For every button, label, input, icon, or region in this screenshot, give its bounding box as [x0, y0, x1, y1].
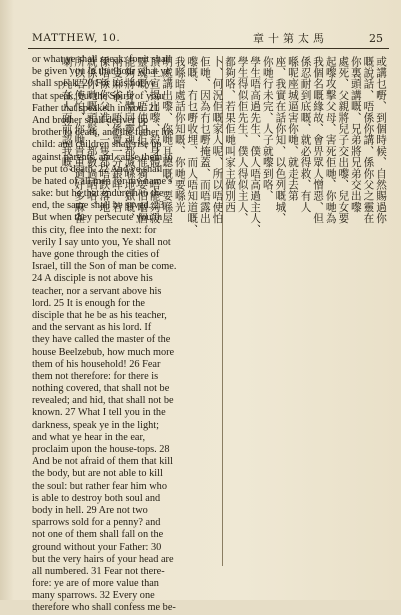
english-text-line: many sparrows. 32 Every one — [32, 590, 155, 602]
chinese-text-column-line: 喇、凡在人面前認我嘅、 — [60, 56, 73, 180]
chinese-text-column-line: 或講乜嘢、到個時候、自然賜過你 — [375, 56, 387, 224]
english-text-line: all numbered. 31 Fear not there- — [32, 565, 165, 577]
english-text-line: not one of them shall fall on the — [32, 529, 164, 541]
english-text-line: Father that speaketh in you. 21 — [32, 102, 159, 114]
chinese-text-column-line: 起嚟攻擊父母、害死佢哋、你哋為 — [324, 56, 337, 224]
chinese-text-column-line: 都夠咯、若果佢哋叫家主做別西 — [224, 56, 237, 213]
chinese-chapter-title: 章十第太馬 — [253, 32, 328, 45]
english-text-line: but the very hairs of your head are — [32, 553, 174, 565]
chinese-text-column-line: 就係你哋嘅頭髮、都數過晒咯、 — [85, 56, 98, 213]
chinese-text-column-line: 靈魂嘅、唔使怕佢、惟獨要怕嗰個 — [136, 56, 149, 224]
english-text-line: them not therefore: for there is — [32, 370, 159, 382]
english-text-line: be put to death. 22 And ye shall — [32, 163, 163, 175]
chinese-text-column-line: 卜、何況佢嘅家人呢、所以唔使怕 — [211, 56, 224, 224]
english-text-line: And be not afraid of them that kill — [32, 456, 173, 468]
page-number: 25 — [369, 32, 383, 45]
english-text-line: and what ye hear in the ear, — [32, 431, 146, 443]
chinese-text-column-line: 你哋行未完、人子就嚟到咯、 — [261, 56, 274, 202]
page-header — [28, 30, 389, 49]
english-text-line: lord. 25 It is enough for the — [32, 297, 145, 309]
english-text-line: this city, flee into the next: for — [32, 224, 157, 236]
chinese-text-column-line: 係唔係你父准、一隻都唔跌落地、 — [98, 56, 111, 224]
english-text-line: or what ye shall speak: for it shall — [32, 54, 172, 65]
english-text-line: ground without your Father: 30 — [32, 541, 162, 553]
english-text-line: the body, but are not able to kill — [32, 468, 163, 480]
english-text-line: the soul: but rather fear him who — [32, 480, 167, 492]
chinese-text-column-line: 處死、父親將兒子交出嚟、兒女要 — [337, 56, 350, 224]
english-text-line: But when they persecute you in — [32, 212, 163, 224]
chinese-text-column-line: 係忍耐到底嘅、就必得救、有人 — [299, 56, 312, 213]
chinese-text-column-line: 學生唔高過先生、僕人唔高過主人、 — [249, 56, 262, 236]
chinese-columns — [60, 56, 386, 566]
book-chapter-title: MATTHEW, 10. — [32, 32, 121, 44]
chinese-text-column-line: 我個名嘅緣故、會畀眾人憎惡、但 — [312, 56, 325, 224]
english-text-line: verily I say unto you, Ye shall not — [32, 236, 171, 248]
chinese-text-column-line: 我喺暗處話你知嘅、你哋要喺光 — [173, 56, 186, 213]
english-text-line: they have called the master of the — [32, 334, 171, 346]
english-text-line: against parents, and cause them to — [32, 151, 173, 163]
chinese-text-column-line: 嘅說話、唔係你講、係你父之靈在 — [362, 56, 375, 224]
english-text-line: house Beelzebub, how much more — [32, 346, 175, 358]
chinese-text-column-line: 能夠將身體同靈魂都滅喺地獄嘅、 — [123, 56, 136, 224]
english-text-line: end, the same shall be saved. 23 — [32, 200, 165, 212]
english-text-line: nothing covered, that shall not be — [32, 383, 170, 395]
english-text-line: and the servant as his lord. If — [32, 322, 152, 334]
english-text-line: known. 27 What I tell you in the — [32, 407, 166, 419]
english-text-line: body in hell. 29 Are not two — [32, 504, 148, 516]
english-text-line: 24 A disciple is not above his — [32, 273, 153, 285]
chinese-text-column-line: 喺呢座城逼害你哋、就走去第 — [286, 56, 299, 202]
english-text-line: have gone through the cities of — [32, 249, 160, 260]
english-text-line: And brother shall deliver up — [32, 114, 149, 126]
english-text-line: shall speak. 20 For it is not ye — [32, 78, 156, 90]
english-text-line: brother to death, and the father his — [32, 127, 174, 139]
chinese-text-column-line: 明處講出嚟、你哋耳聽嘅、要喺屋 — [161, 56, 174, 224]
english-text-line: is able to destroy both soul and — [32, 492, 161, 504]
english-text-line: therefore who shall confess me be- — [32, 602, 176, 614]
english-text-line: disciple that he be as his teacher, — [32, 309, 167, 321]
chinese-text-column-line: 所以唔使怕、你哋貴重過好多麻雀 — [73, 56, 86, 224]
english-text-line: darkness, speak ye in the light; — [32, 419, 159, 431]
english-text-line: that speak, but the Spirit of your — [32, 90, 165, 102]
chinese-text-column-line: 學生得似佢先生、僕人得似主人、 — [236, 56, 249, 224]
english-text-line: sake: but he that endureth to the — [32, 188, 164, 200]
english-text-line: Israel, till the Son of man be come. — [32, 261, 177, 273]
chinese-text-column-line: 嚟嘅、冇乜嘢收埋、而人唔知道嘅、 — [186, 56, 199, 236]
english-text-line: them of his household! 26 Fear — [32, 358, 161, 370]
english-text-line: be given you in that hour what ye — [32, 66, 171, 78]
english-text-line: child: and children shall rise up — [32, 139, 162, 151]
english-text-line: teacher, nor a servant above his — [32, 285, 162, 297]
english-text-line: sparrows sold for a penny? and — [32, 517, 161, 529]
chinese-text-column-line: 兩隻麻雀、唔係賣一分銀咩、若 — [110, 56, 123, 213]
english-text-line: fore: ye are of more value than — [32, 578, 159, 590]
chinese-text-column-line: 頂上宣揚出嚟、殺身體、唔能夠殺 — [148, 56, 161, 224]
english-text-line: proclaim upon the house-tops. 28 — [32, 444, 170, 455]
chinese-text-column-line: 佢哋、因為冇乜嘢掩蓋、而唔露出 — [198, 56, 211, 224]
chinese-text-column-line: 你裏頭講嘅、兄弟將兄弟交出嚟 — [349, 56, 362, 213]
english-text-line: revealed; and hid, that shall not be — [32, 395, 174, 407]
english-text-line: be hated of all men for my name's — [32, 175, 172, 187]
chinese-text-column-line: 座、我實在話你知、以色列嘅城、 — [274, 56, 287, 224]
